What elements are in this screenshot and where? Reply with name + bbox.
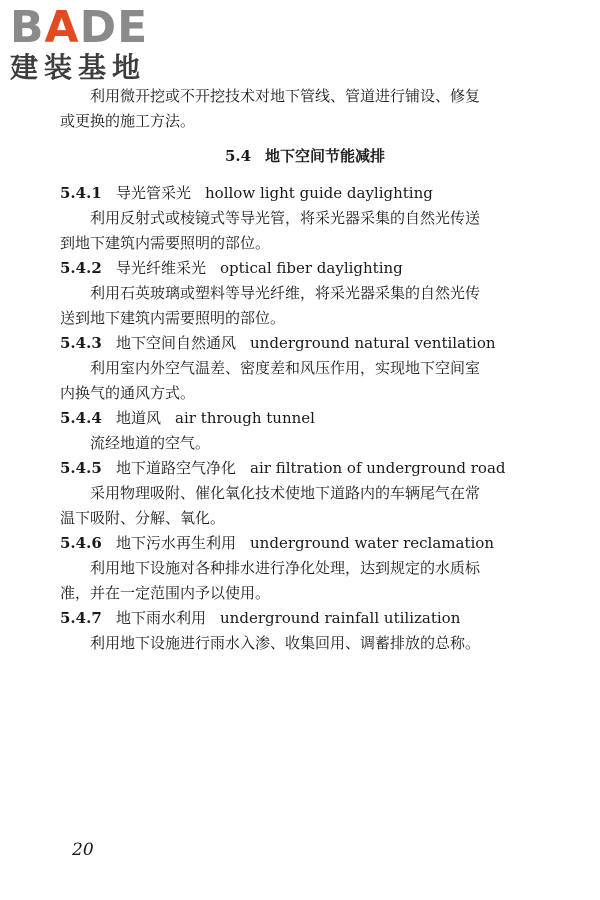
term-zh: 地下污水再生利用 xyxy=(116,534,237,552)
watermark-letter-a: A xyxy=(44,2,80,53)
term-entry xyxy=(60,531,550,606)
term-heading xyxy=(60,181,550,206)
term-number: 5.4.1 xyxy=(60,184,102,202)
page-content xyxy=(60,84,550,656)
term-number: 5.4.5 xyxy=(60,459,102,477)
term-entry xyxy=(60,456,550,531)
term-entry xyxy=(60,256,550,331)
term-en: hollow light guide daylighting xyxy=(205,184,433,202)
term-entry xyxy=(60,181,550,256)
term-heading xyxy=(60,456,550,481)
section-heading xyxy=(60,144,550,169)
intro-line-2: 或更换的施工方法。 xyxy=(60,112,196,130)
term-zh: 地下空间自然通风 xyxy=(116,334,237,352)
term-definition-line: 送到地下建筑内需要照明的部位。 xyxy=(60,309,286,327)
watermark-logo xyxy=(10,2,190,84)
section-number: 5.4 xyxy=(224,147,252,165)
term-entry xyxy=(60,406,550,456)
term-en: underground water reclamation xyxy=(250,534,494,552)
term-definition-line: 利用室内外空气温差、密度差和风压作用，实现地下空间室 xyxy=(90,359,481,377)
term-zh: 导光管采光 xyxy=(116,184,192,202)
term-definition-line: 流经地道的空气。 xyxy=(90,434,211,452)
term-en: underground natural ventilation xyxy=(250,334,496,352)
term-definition-line: 采用物理吸附、催化氧化技术使地下道路内的车辆尾气在常 xyxy=(90,484,481,502)
term-list xyxy=(60,181,550,656)
term-en: air through tunnel xyxy=(175,409,315,427)
term-en: air filtration of underground road xyxy=(250,459,506,477)
term-zh: 导光纤维采光 xyxy=(116,259,207,277)
term-definition-line: 利用地下设施对各种排水进行净化处理，达到规定的水质标 xyxy=(90,559,481,577)
watermark-letter-b: B xyxy=(10,2,45,53)
term-en: optical fiber daylighting xyxy=(220,259,403,277)
watermark-latin xyxy=(10,2,190,53)
section-title: 地下空间节能减排 xyxy=(265,147,386,165)
term-zh: 地下道路空气净化 xyxy=(116,459,237,477)
term-definition-line: 内换气的通风方式。 xyxy=(60,384,196,402)
term-definition-line: 利用地下设施进行雨水入渗、收集回用、调蓄排放的总称。 xyxy=(90,634,481,652)
term-number: 5.4.6 xyxy=(60,534,102,552)
term-heading xyxy=(60,331,550,356)
term-heading xyxy=(60,606,550,631)
term-zh: 地下雨水利用 xyxy=(116,609,207,627)
term-number: 5.4.7 xyxy=(60,609,102,627)
watermark-cjk: 建装基地 xyxy=(10,51,147,84)
term-definition-line: 利用石英玻璃或塑料等导光纤维，将采光器采集的自然光传 xyxy=(90,284,481,302)
term-heading xyxy=(60,406,550,431)
term-definition-line: 温下吸附、分解、氧化。 xyxy=(60,509,226,527)
page-number: 20 xyxy=(72,840,94,860)
term-definition-line: 准，并在一定范围内予以使用。 xyxy=(60,584,271,602)
term-entry xyxy=(60,606,550,656)
term-definition-line: 到地下建筑内需要照明的部位。 xyxy=(60,234,271,252)
term-definition-line: 利用反射式或棱镜式等导光管，将采光器采集的自然光传送 xyxy=(90,209,481,227)
term-number: 5.4.2 xyxy=(60,259,102,277)
term-heading xyxy=(60,256,550,281)
term-number: 5.4.3 xyxy=(60,334,102,352)
intro-line-1: 利用微开挖或不开挖技术对地下管线、管道进行铺设、修复 xyxy=(90,87,481,105)
term-zh: 地道风 xyxy=(116,409,162,427)
term-heading xyxy=(60,531,550,556)
term-number: 5.4.4 xyxy=(60,409,102,427)
term-en: underground rainfall utilization xyxy=(220,609,461,627)
watermark-letters-de: DE xyxy=(79,2,149,53)
term-entry xyxy=(60,331,550,406)
